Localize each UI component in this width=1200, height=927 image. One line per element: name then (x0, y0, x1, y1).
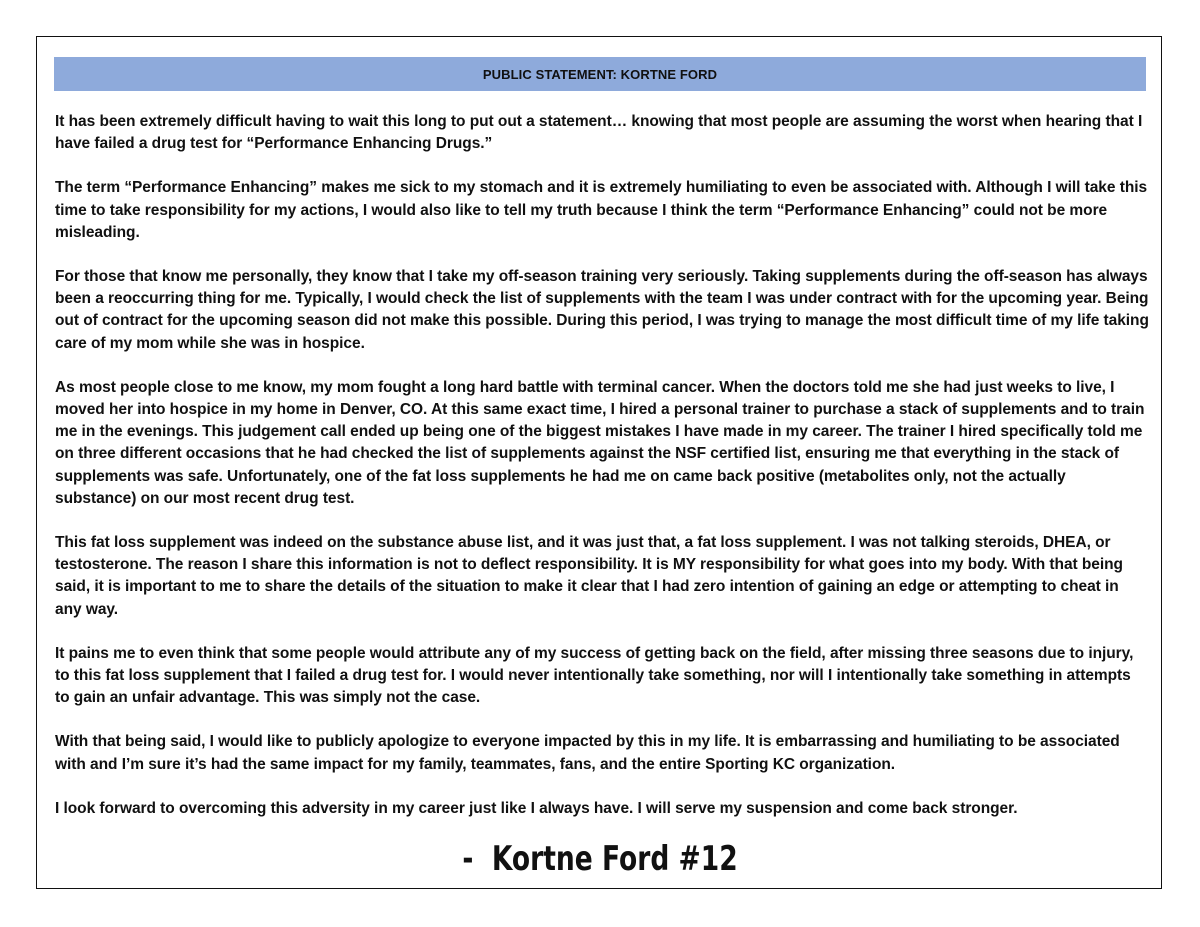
page-title: PUBLIC STATEMENT: KORTNE FORD (482, 66, 718, 82)
statement-paragraph-8: I look forward to overcoming this adversity in my career just like I always have. I will serve my suspension and come back stronger. (55, 799, 1018, 817)
statement-paragraph-2: The term “Performance Enhancing” makes me sick to my stomach and it is extremely humiliating to even be associated with. Although I will take this time to take responsibility for my actions, I would also like to tell my truth because I think the term “Performance Enhancing” could not be more misleading. (55, 179, 1148, 241)
statement-paragraph-3: For those that know me personally, they know that I take my off-season training very seriously. Taking supplements during the off-season has always been a reoccurring thing for me. Typically, I would check the list of supplements with the team I was under contract with for the upcoming year. Being out of contract for the upcoming season did not make this possible. During this period, I was trying to manage the most difficult time of my life taking care of my mom while she was in hospice. (55, 268, 1149, 352)
statement-title-bar (54, 57, 1146, 91)
statement-paragraph-6: It pains me to even think that some people would attribute any of my success of getting back on the field, after missing three seasons due to injury, to this fat loss supplement that I failed a drug test for. I would never intentionally take something, nor will I intentionally take something in attempts to gain an unfair advantage. This was simply not the case. (55, 644, 1134, 707)
statement-paragraph-1: It has been extremely difficult having to wait this long to put out a statement… knowing that most people are assuming the worst when hearing that I have failed a drug test for “Performance Enhancing Drugs.” (55, 113, 1143, 153)
statement-paragraph-7: With that being said, I would like to publicly apologize to everyone impacted by this in my life. It is embarrassing and humiliating to be associated with and I’m sure it’s had the same impact for my family, teammates, fans, and the entire Sporting KC organization. (55, 733, 1120, 773)
statement-paragraph-4: As most people close to me know, my mom fought a long hard battle with terminal cancer. When the doctors told me she had just weeks to live, I moved her into hospice in my home in Denver, CO. At this same exact time, I hired a personal trainer to purchase a stack of supplements and to train me in the evenings. This judgement call ended up being one of the biggest mistakes I have made in my career. The trainer I hired specifically told me on three different occasions that he had checked the list of supplements against the NSF certified list, ensuring me that everything in the stack of supplements was safe. Unfortunately, one of the fat loss supplements he had me on came back positive (metabolites only, not the actually substance) on our most recent drug test. (55, 378, 1145, 507)
signature: - Kortne Ford #12 (462, 839, 738, 879)
statement-paragraph-5: This fat loss supplement was indeed on the substance abuse list, and it was just that, a fat loss supplement. I was not talking steroids, DHEA, or testosterone. The reason I share this information is not to deflect responsibility. It is MY responsibility for what goes into my body. With that being said, it is important to me to share the details of the situation to make it clear that I had zero intention of gaining an edge or attempting to cheat in any way. (55, 534, 1123, 618)
statement-body (55, 111, 1149, 842)
